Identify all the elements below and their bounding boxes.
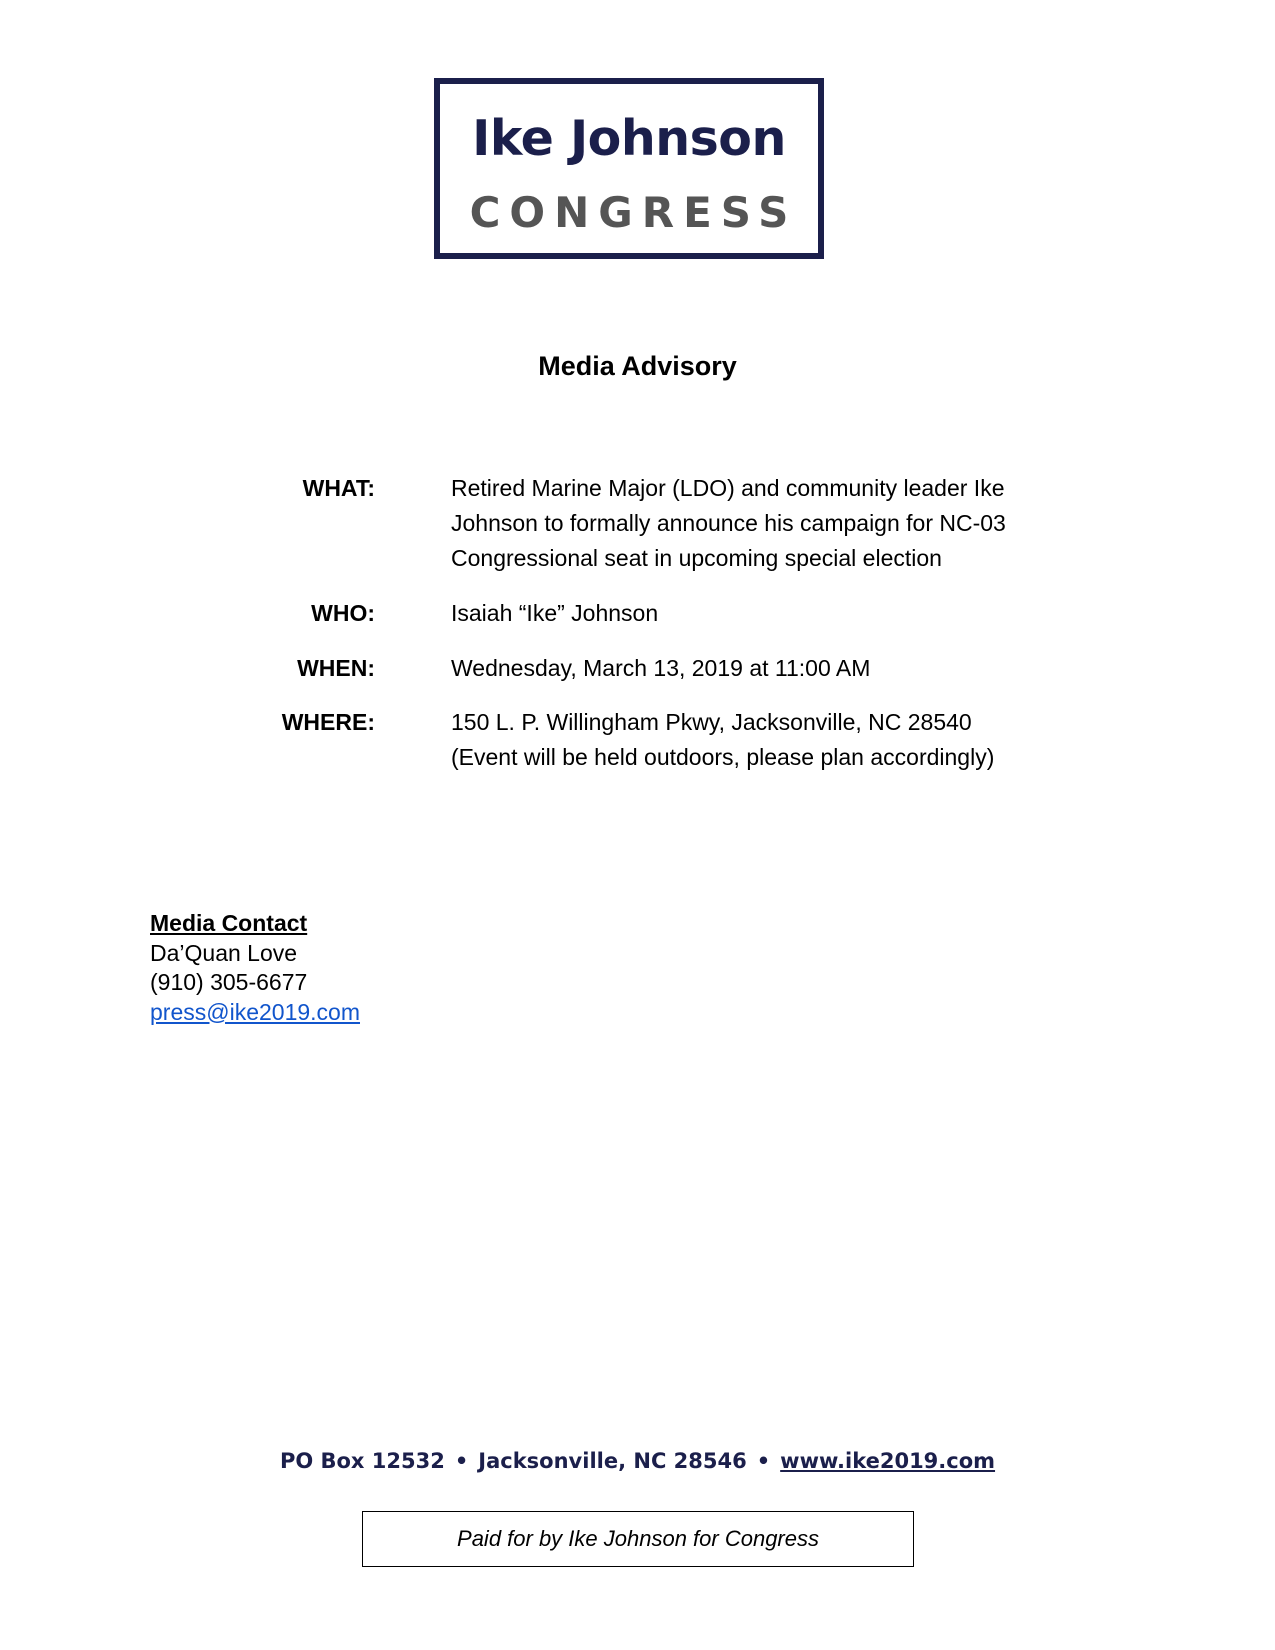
detail-value-what [451,471,1091,576]
detail-label-what: WHAT: [302,475,375,501]
detail-value-line: 150 L. P. Willingham Pkwy, Jacksonville, NC 28540 [451,709,972,735]
detail-value-line: Retired Marine Major (LDO) and community leader Ike [451,475,1005,501]
bullet-separator: • [756,1449,771,1473]
detail-value-line: (Event will be held outdoors, please plan accordingly) [451,744,995,770]
bullet-separator: • [454,1449,469,1473]
detail-value-where [451,705,1091,775]
footer-po-box: PO Box 12532 [279,1449,445,1473]
contact-email-link[interactable]: press@ike2019.com [150,998,360,1025]
footer-city: Jacksonville, NC 28546 [478,1449,747,1473]
logo-name: Ike Johnson [472,110,786,167]
detail-label-where: WHERE: [281,709,375,735]
contact-heading: Media Contact [150,910,308,936]
detail-value-when [451,651,1091,686]
media-contact [150,909,360,1027]
document-title: Media Advisory [538,351,737,381]
detail-value-line: Congressional seat in upcoming special election [451,545,942,571]
detail-label-when: WHEN: [297,655,375,681]
paid-for-disclaimer: Paid for by Ike Johnson for Congress [362,1511,914,1567]
detail-value-line: Isaiah “Ike” Johnson [451,600,659,626]
detail-label-who: WHO: [311,600,375,626]
contact-name: Da’Quan Love [150,939,298,966]
detail-value-line: Johnson to formally announce his campaign for NC-03 [451,510,1006,536]
footer-website-link[interactable]: www.ike2019.com [780,1449,996,1473]
detail-value-line: Wednesday, March 13, 2019 at 11:00 AM [451,655,871,681]
campaign-logo [434,78,824,259]
detail-value-who [451,596,1091,631]
footer-address [0,1449,1275,1474]
logo-subtitle: CONGRESS [469,188,798,237]
contact-phone: (910) 305-6677 [150,969,308,995]
